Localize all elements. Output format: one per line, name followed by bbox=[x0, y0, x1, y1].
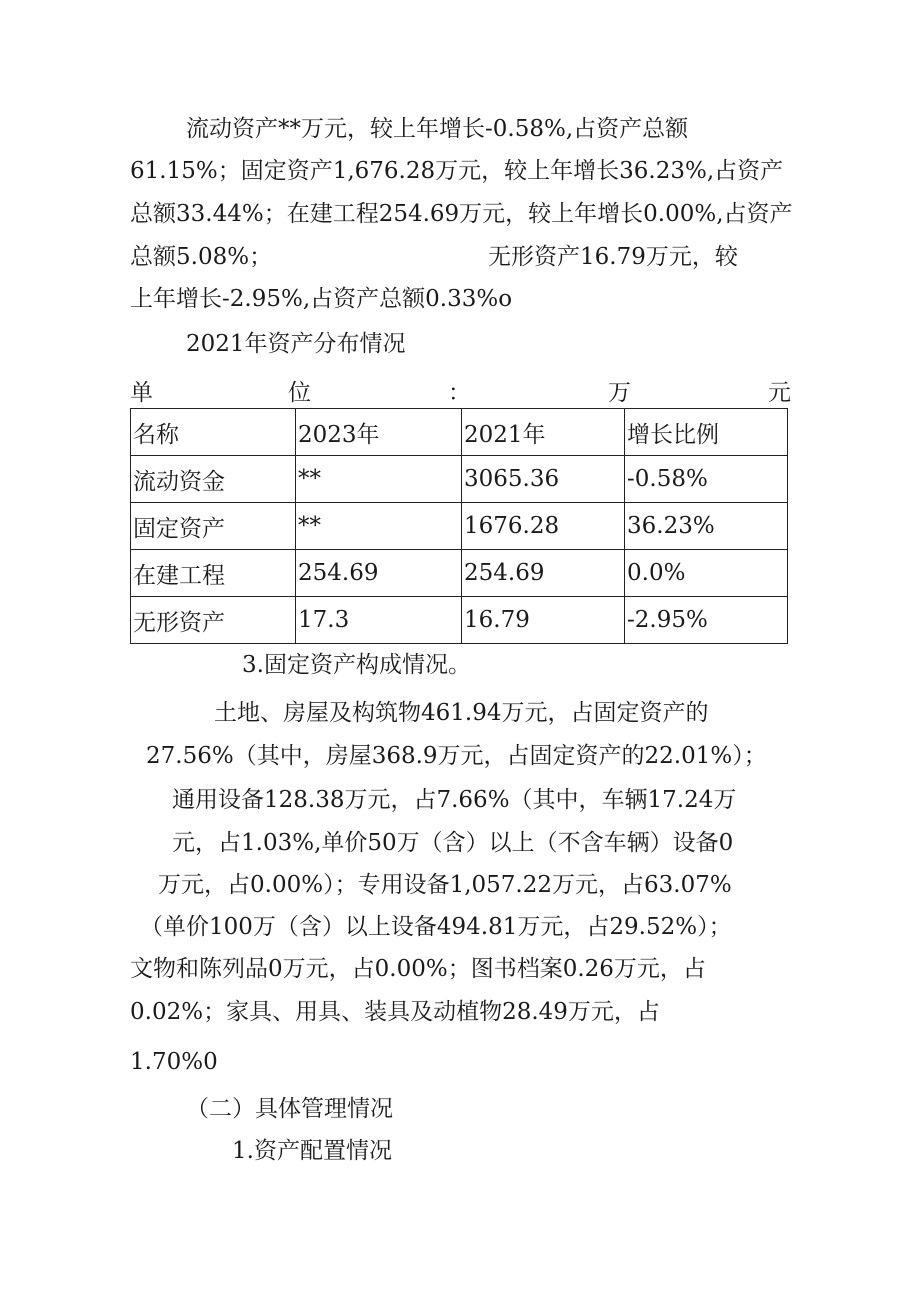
paragraph-line: 上年增长-2.95%,占资产总额0.33%o bbox=[130, 286, 513, 312]
section-heading: （二）具体管理情况 bbox=[186, 1096, 393, 1122]
table-cell: 254.69 bbox=[296, 550, 462, 597]
table-cell: 无形资产 bbox=[131, 597, 296, 644]
table-header-cell: 名称 bbox=[131, 409, 296, 456]
asset-distribution-table bbox=[130, 408, 788, 644]
paragraph-line: 通用设备128.38万元，占7.66%（其中，车辆17.24万 bbox=[172, 787, 737, 813]
unit-char: 单 bbox=[130, 380, 153, 406]
table-cell: 17.3 bbox=[296, 597, 462, 644]
paragraph-line: 流动资产**万元，较上年增长-0.58%,占资产总额 bbox=[186, 116, 689, 142]
paragraph-line: （单价100万（含）以上设备494.81万元，占29.52%）； bbox=[140, 914, 732, 940]
table-cell: 在建工程 bbox=[131, 550, 296, 597]
table-cell: 254.69 bbox=[462, 550, 625, 597]
section-heading: 1.资产配置情况 bbox=[232, 1138, 392, 1164]
table-header-cell: 增长比例 bbox=[625, 409, 788, 456]
table-cell: 1676.28 bbox=[462, 503, 625, 550]
unit-char: 位 bbox=[288, 380, 311, 406]
table-header-row bbox=[131, 409, 788, 456]
paragraph-line: 文物和陈列品0万元，占0.00%；图书档案0.26万元，占 bbox=[130, 956, 706, 982]
table-row bbox=[131, 456, 788, 503]
table-title: 2021年资产分布情况 bbox=[186, 331, 406, 357]
table-row bbox=[131, 503, 788, 550]
paragraph-line: 无形资产16.79万元，较 bbox=[488, 244, 738, 270]
table-cell: ** bbox=[296, 503, 462, 550]
table-header-cell: 2023年 bbox=[296, 409, 462, 456]
unit-char: 元 bbox=[768, 380, 791, 406]
paragraph-line: 土地、房屋及构筑物461.94万元，占固定资产的 bbox=[214, 700, 709, 726]
unit-label bbox=[130, 378, 792, 408]
paragraph-line: 万元，占0.00%）；专用设备1,057.22万元，占63.07% bbox=[158, 872, 732, 898]
paragraph-line: 总额5.08%； bbox=[130, 244, 273, 270]
paragraph-line: 27.56%（其中，房屋368.9万元，占固定资产的22.01%）； bbox=[146, 743, 767, 769]
paragraph-line: 1.70%0 bbox=[130, 1049, 218, 1075]
table-cell: 0.0% bbox=[625, 550, 788, 597]
paragraph-line: 元，占1.03%,单价50万（含）以上（不含车辆）设备0 bbox=[172, 830, 734, 856]
table-cell: ** bbox=[296, 456, 462, 503]
table-cell: -2.95% bbox=[625, 597, 788, 644]
table-header-cell: 2021年 bbox=[462, 409, 625, 456]
paragraph-line: 0.02%；家具、用具、装具及动植物28.49万元，占 bbox=[130, 999, 660, 1025]
unit-char: ： bbox=[448, 380, 471, 406]
paragraph-line: 总额33.44%；在建工程254.69万元，较上年增长0.00%,占资产 bbox=[130, 201, 793, 227]
table-row bbox=[131, 597, 788, 644]
table-cell: 固定资产 bbox=[131, 503, 296, 550]
table-cell: 36.23% bbox=[625, 503, 788, 550]
section-heading: 3.固定资产构成情况。 bbox=[242, 652, 471, 678]
paragraph-line: 61.15%；固定资产1,676.28万元，较上年增长36.23%,占资产 bbox=[130, 158, 784, 184]
table-cell: 流动资金 bbox=[131, 456, 296, 503]
unit-char: 万 bbox=[608, 380, 631, 406]
table-cell: -0.58% bbox=[625, 456, 788, 503]
table-cell: 16.79 bbox=[462, 597, 625, 644]
table-row bbox=[131, 550, 788, 597]
table-cell: 3065.36 bbox=[462, 456, 625, 503]
